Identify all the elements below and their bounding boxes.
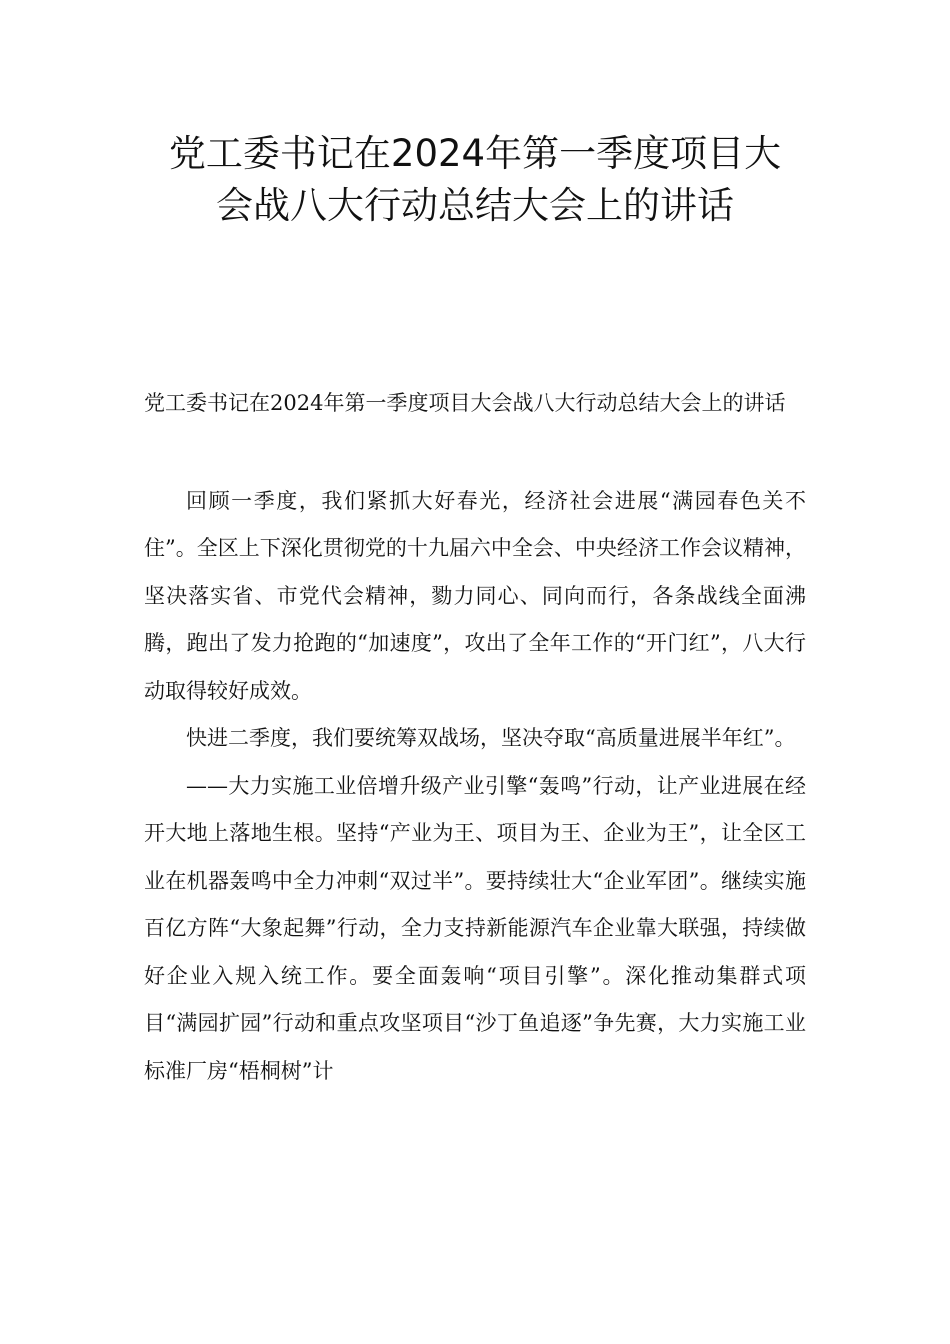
paragraph: 快进二季度，我们要统筹双战场，坚决夺取“高质量进展半年红”。	[186, 726, 796, 750]
document-title	[120, 128, 830, 232]
document-body	[144, 380, 806, 1095]
paragraph: 回顾一季度，我们紧抓大好春光，经济社会进展“满园春色关不住”。全区上下深化贯彻党的十九届六中全会、中央经济工作会议精神，坚决落实省、市党代会精神，勠力同心、同向而行，各条战线全面沸腾，跑出了发力抢跑的“加速度”，攻出了全年工作的“开门红”，八大行动取得较好成效。	[144, 488, 806, 703]
title-line-2: 会战八大行动总结大会上的讲话	[216, 184, 734, 227]
paragraph: ——大力实施工业倍增升级产业引擎“轰鸣”行动，让产业进展在经开大地上落地生根。坚持“产业为王、项目为王、企业为王”，让全区工业在机器轰鸣中全力冲刺“双过半”。要持续壮大“企业军团”。继续实施百亿方阵“大象起舞”行动，全力支持新能源汽车企业靠大联强，持续做好企业入规入统工作。要全面轰响“项目引擎”。深化推动集群式项目“满园扩园”行动和重点攻坚项目“沙丁鱼追逐”争先赛，大力实施工业标准厂房“梧桐树”计	[144, 773, 806, 1083]
title-line-1: 党工委书记在2024年第一季度项目大	[168, 132, 782, 175]
document-subtitle: 党工委书记在2024年第一季度项目大会战八大行动总结大会上的讲话	[144, 391, 786, 415]
